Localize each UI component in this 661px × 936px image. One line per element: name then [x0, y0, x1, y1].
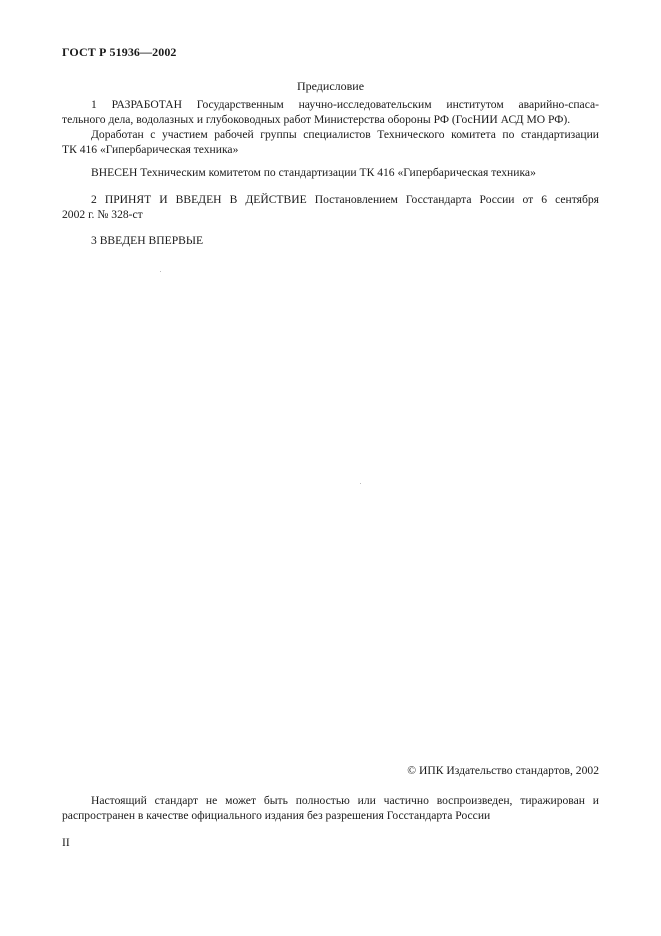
- text-line: Настоящий стандарт не может быть полностью или частично воспроизведен, тиражирован и: [91, 794, 599, 807]
- paragraph-adopted: [62, 193, 599, 222]
- text-line: тельного дела, водолазных и глубоководных работ Министерства обороны РФ (ГосНИИ АСД МО РФ).: [62, 112, 571, 126]
- reproduction-notice: [62, 794, 599, 823]
- text-line: 2 ПРИНЯТ И ВВЕДЕН В ДЕЙСТВИЕ Постановлением Госстандарта России от 6 сентября: [91, 193, 599, 206]
- paragraph-introduced: [62, 166, 599, 181]
- page-number: II: [62, 836, 70, 849]
- paragraph-first-introduced: [62, 234, 599, 249]
- text-line: ТК 416 «Гипербарическая техника»: [62, 142, 239, 156]
- paragraph-revised: [62, 128, 599, 157]
- document-id: ГОСТ Р 51936—2002: [62, 45, 177, 59]
- text-line: 3 ВВЕДЕН ВПЕРВЫЕ: [91, 234, 204, 247]
- text-line: ВНЕСЕН Техническим комитетом по стандартизации ТК 416 «Гипербарическая техника»: [91, 166, 536, 179]
- paragraph-developed: [62, 98, 599, 127]
- scan-speck: [160, 271, 161, 272]
- text-line: Доработан с участием рабочей группы специалистов Технического комитета по стандартизации: [91, 128, 599, 141]
- text-line: распространен в качестве официального издания без разрешения Госстандарта России: [62, 808, 491, 822]
- copyright-notice: © ИПК Издательство стандартов, 2002: [407, 764, 599, 777]
- section-title: Предисловие: [296, 79, 365, 93]
- scan-speck: [360, 483, 361, 484]
- text-line: 2002 г. № 328-ст: [62, 207, 143, 221]
- text-line: 1 РАЗРАБОТАН Государственным научно-исследовательским институтом аварийно-спаса-: [91, 98, 599, 111]
